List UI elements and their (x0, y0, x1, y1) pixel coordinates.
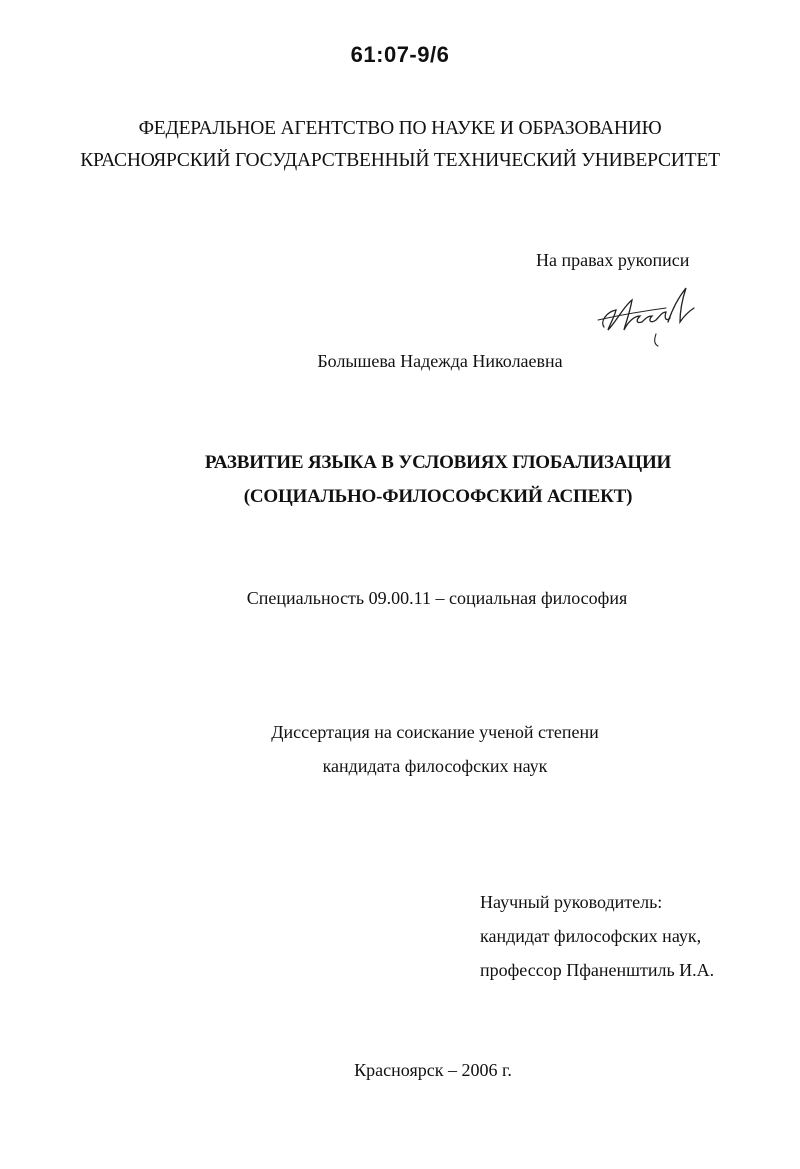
organization-line-1: ФЕДЕРАЛЬНОЕ АГЕНТСТВО ПО НАУКЕ И ОБРАЗОВАНИЮ (138, 118, 662, 139)
specialty: Специальность 09.00.11 – социальная философия (246, 588, 628, 608)
city-year: Красноярск – 2006 г. (354, 1060, 512, 1080)
thesis-title-line-1: РАЗВИТИЕ ЯЗЫКА В УСЛОВИЯХ ГЛОБАЛИЗАЦИИ (204, 452, 672, 473)
advisor-degree: кандидат философских наук, (480, 926, 702, 946)
author-name: Болышева Надежда Николаевна (317, 351, 563, 371)
advisor-heading: Научный руководитель: (480, 892, 663, 912)
advisor-name: профессор Пфаненштиль И.А. (480, 960, 715, 980)
dissertation-line-1: Диссертация на соискание ученой степени (271, 722, 599, 742)
dissertation-line-2: кандидата философских наук (322, 756, 548, 776)
document-code: 61:07-9/6 (350, 42, 450, 67)
thesis-title-line-2: (СОЦИАЛЬНО-ФИЛОСОФСКИЙ АСПЕКТ) (243, 486, 633, 507)
manuscript-note: На правах рукописи (536, 250, 690, 270)
organization-line-2: КРАСНОЯРСКИЙ ГОСУДАРСТВЕННЫЙ ТЕХНИЧЕСКИЙ УНИВЕРСИТЕТ (80, 150, 720, 171)
author-signature (596, 282, 706, 352)
